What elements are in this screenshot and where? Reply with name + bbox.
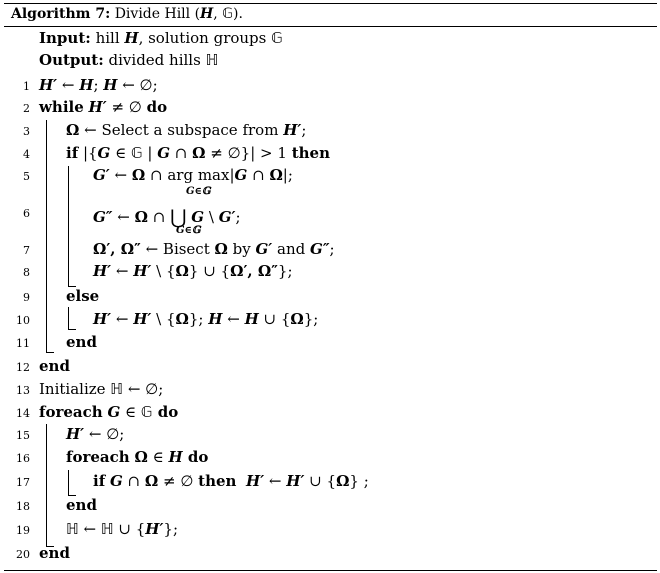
line-text: Initialize (39, 380, 111, 398)
math-var: H′ (133, 262, 152, 280)
math-op: \ (204, 208, 219, 226)
line-number: 2 (23, 102, 30, 115)
keyword-if: if (66, 144, 79, 162)
math-op: ∈ (110, 144, 131, 162)
line-number: 8 (23, 266, 30, 279)
math-var: H (208, 310, 223, 328)
math-op: \ { (151, 262, 176, 280)
math-op: ∩ (145, 166, 168, 184)
line-number: 17 (16, 476, 30, 489)
keyword-else: else (66, 287, 100, 305)
line-number: 18 (16, 500, 30, 513)
keyword-do: do (182, 448, 209, 466)
math-var: H′ (39, 76, 58, 94)
bottom-rule (4, 570, 657, 571)
line-number: 7 (23, 244, 30, 257)
keyword-end: end (66, 333, 97, 351)
caption-arg-g: 𝔾 (222, 6, 234, 22)
line-text: by (227, 240, 256, 258)
line-number: 15 (16, 429, 30, 442)
caption-arg-h: H (200, 6, 214, 22)
math-op: ← (111, 262, 134, 280)
algo-line (4, 425, 657, 447)
algo-line (4, 203, 657, 236)
math-op: ← (109, 166, 132, 184)
math-op: ∪ { (113, 520, 146, 538)
math-op: ; (235, 208, 241, 226)
math-op: ← (112, 208, 135, 226)
math-op: ≠ ∅ (158, 472, 199, 490)
math-var: G (191, 208, 205, 226)
algo-line (4, 287, 657, 309)
output-var-hh: ℍ (205, 51, 219, 69)
algo-line (4, 121, 657, 143)
input-var-h: H (124, 29, 139, 47)
math-var: H (168, 448, 183, 466)
algo-line (4, 448, 657, 470)
line-number: 20 (16, 548, 30, 561)
math-var: G″ (93, 208, 113, 226)
line-text: and (272, 240, 311, 258)
keyword-do: do (152, 403, 179, 421)
math-var: G′ (93, 166, 110, 184)
math-var: Ω (175, 310, 189, 328)
line-text: ← Select a subspace from (79, 121, 284, 139)
input-line (4, 29, 657, 51)
line-text: ← Bisect (140, 240, 215, 258)
algo-line (4, 310, 657, 332)
math-var: H′ (145, 520, 164, 538)
math-var: G (97, 144, 111, 162)
math-op: ← (264, 472, 287, 490)
math-var: G (107, 403, 121, 421)
algo-line (4, 333, 657, 355)
math-var: H′ (66, 425, 85, 443)
math-op: ; (329, 240, 335, 258)
keyword-end: end (66, 496, 97, 514)
math-op: | (142, 144, 158, 162)
algo-line (4, 520, 657, 542)
caption-title: Divide Hill ( (114, 6, 201, 22)
caption-sep: , (213, 6, 223, 22)
math-var: Ω (336, 472, 350, 490)
algo-line (4, 76, 657, 98)
math-var: G′ (255, 240, 273, 258)
algo-line (4, 144, 657, 166)
math-op: ≠ ∅ (106, 98, 147, 116)
line-number: 16 (16, 452, 30, 465)
algorithm-block (4, 0, 657, 571)
line-number: 4 (23, 148, 30, 161)
math-var: Ω (134, 448, 148, 466)
keyword-do: do (146, 98, 168, 116)
algo-line (4, 380, 657, 402)
math-var: Ω (134, 208, 148, 226)
math-var: H (244, 310, 259, 328)
math-op: ∩ (247, 166, 270, 184)
input-keyword: Input: (39, 29, 91, 47)
bigcup-operator: ⋃ (170, 205, 187, 229)
algo-line (4, 98, 657, 120)
math-var: Ω′, Ω″ (93, 240, 141, 258)
line-number: 10 (16, 314, 30, 327)
math-op: ∈ (120, 403, 141, 421)
line-number: 12 (16, 361, 30, 374)
math-var: ℍ (66, 520, 79, 538)
math-var: Ω (175, 262, 189, 280)
math-op: ∩ (147, 208, 171, 226)
math-op: ← ∅; (84, 425, 125, 443)
math-var: G (157, 144, 171, 162)
math-op: ; (301, 121, 307, 139)
math-op: ← (57, 76, 80, 94)
math-var: Ω (290, 310, 304, 328)
math-op: ∪ { (304, 472, 337, 490)
input-text-a: hill (90, 29, 125, 47)
line-number: 9 (23, 291, 30, 304)
math-op: } ∪ { (188, 262, 231, 280)
output-line (4, 51, 657, 73)
line-number: 11 (16, 337, 30, 350)
math-var: G (234, 166, 248, 184)
keyword-if: if (93, 472, 106, 490)
output-keyword: Output: (39, 51, 104, 69)
math-var: 𝔾 (140, 403, 153, 421)
algo-line (4, 496, 657, 518)
math-var: Ω (269, 166, 283, 184)
math-var: Ω (131, 166, 146, 184)
math-op: |; (282, 166, 293, 184)
algorithm-caption (11, 6, 243, 22)
algo-line (4, 472, 657, 494)
math-var: ℍ (100, 520, 114, 538)
argmax-operator: arg max (167, 166, 230, 184)
algo-line (4, 262, 657, 284)
math-var: H′ (93, 310, 112, 328)
keyword-foreach: foreach (39, 403, 103, 421)
algo-line (4, 357, 657, 379)
math-var: H′ (246, 472, 265, 490)
math-var: H′ (283, 121, 302, 139)
keyword-while: while (39, 98, 84, 116)
line-number: 6 (23, 207, 30, 220)
math-op: ; (93, 76, 104, 94)
math-var: H′ (133, 310, 152, 328)
bigcup-subscript: G∈𝔾 (176, 225, 201, 236)
math-op: ← (222, 310, 245, 328)
math-var: Ω (192, 144, 206, 162)
algo-line (4, 166, 657, 197)
math-var: Ω (66, 121, 80, 139)
math-var: Ω (214, 240, 228, 258)
line-number: 5 (23, 170, 30, 183)
math-op: }; (303, 310, 319, 328)
math-op: ← (78, 520, 101, 538)
math-op: |{ (82, 144, 98, 162)
math-op: }; (163, 520, 179, 538)
math-op: } ; (349, 472, 369, 490)
math-op: ∪ { (258, 310, 291, 328)
keyword-end: end (39, 357, 70, 375)
output-text-a: divided hills (103, 51, 206, 69)
caption-rule (4, 26, 657, 27)
math-var: H (103, 76, 118, 94)
line-number: 19 (16, 524, 30, 537)
keyword-foreach: foreach (66, 448, 130, 466)
math-var: Ω′, Ω″ (230, 262, 278, 280)
math-op: }; (277, 262, 293, 280)
math-var: 𝔾 (131, 144, 143, 162)
keyword-then: then (291, 144, 330, 162)
algo-line (4, 544, 657, 566)
input-text-b: , solution groups (138, 29, 272, 47)
math-op: ∈ (147, 448, 169, 466)
math-var: H (79, 76, 94, 94)
line-number: 3 (23, 125, 30, 138)
math-var: G′ (218, 208, 236, 226)
line-number: 13 (16, 384, 30, 397)
math-op: ≠ ∅}| > 1 (205, 144, 292, 162)
math-var: H′ (93, 262, 112, 280)
math-var: G″ (310, 240, 330, 258)
caption-close: ). (233, 6, 243, 22)
keyword-end: end (39, 544, 70, 562)
math-var: ℍ (110, 380, 124, 398)
math-op: ← (111, 310, 134, 328)
math-var: Ω (144, 472, 159, 490)
algo-line (4, 240, 657, 262)
math-op: ∩ (170, 144, 193, 162)
math-var: G (109, 472, 123, 490)
math-op: }; (188, 310, 209, 328)
algo-line (4, 403, 657, 425)
top-rule (4, 3, 657, 4)
math-var: H′ (88, 98, 107, 116)
caption-label: Algorithm 7: (11, 6, 111, 22)
math-op: ∩ (122, 472, 145, 490)
keyword-then: then (198, 472, 237, 490)
line-number: 14 (16, 407, 30, 420)
math-op: ← ∅; (117, 76, 158, 94)
input-var-g: 𝔾 (271, 29, 283, 47)
math-var: H′ (286, 472, 305, 490)
line-number: 1 (23, 80, 30, 93)
argmax-subscript: G∈𝔾 (186, 186, 211, 197)
math-op: | (229, 166, 235, 184)
math-op: ← ∅; (123, 380, 164, 398)
math-op: \ { (151, 310, 176, 328)
